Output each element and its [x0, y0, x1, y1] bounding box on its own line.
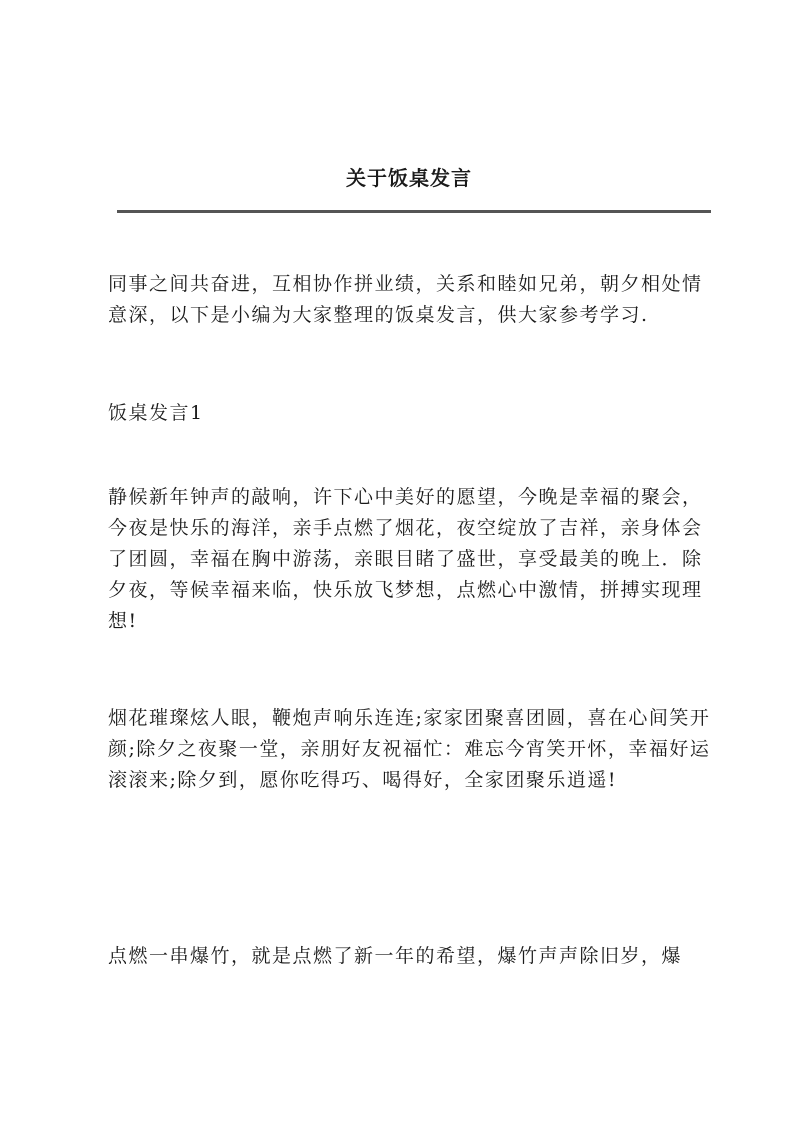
section-heading: 饭桌发言1: [108, 402, 204, 424]
body-paragraph: 静候新年钟声的敲响，许下心中美好的愿望，今晚是幸福的聚会，今夜是快乐的海洋，亲手点燃了烟花，夜空绽放了吉祥，亲身体会了团圆，幸福在胸中游荡，亲眼目睹了盛世，享受最美的晚上．除夕夜，等候幸福来临，快乐放飞梦想，点燃心中激情，拼搏实现理想!: [108, 486, 703, 632]
intro-paragraph: 同事之间共奋进，互相协作拼业绩，关系和睦如兄弟，朝夕相处情意深，以下是小编为大家整理的饭桌发言，供大家参考学习.: [108, 273, 703, 326]
body-paragraph: 烟花璀璨炫人眼，鞭炮声响乐连连;家家团聚喜团圆，喜在心间笑开颜;除夕之夜聚一堂，亲朋好友祝福忙：难忘今宵笑开怀，幸福好运滚滚来;除夕到，愿你吃得巧、喝得好，全家团聚乐逍遥!: [108, 707, 711, 791]
title-divider: [117, 210, 711, 213]
document-title: 关于饭桌发言: [346, 166, 472, 190]
body-paragraph: 点燃一串爆竹，就是点燃了新一年的希望，爆竹声声除旧岁，爆: [108, 945, 683, 967]
